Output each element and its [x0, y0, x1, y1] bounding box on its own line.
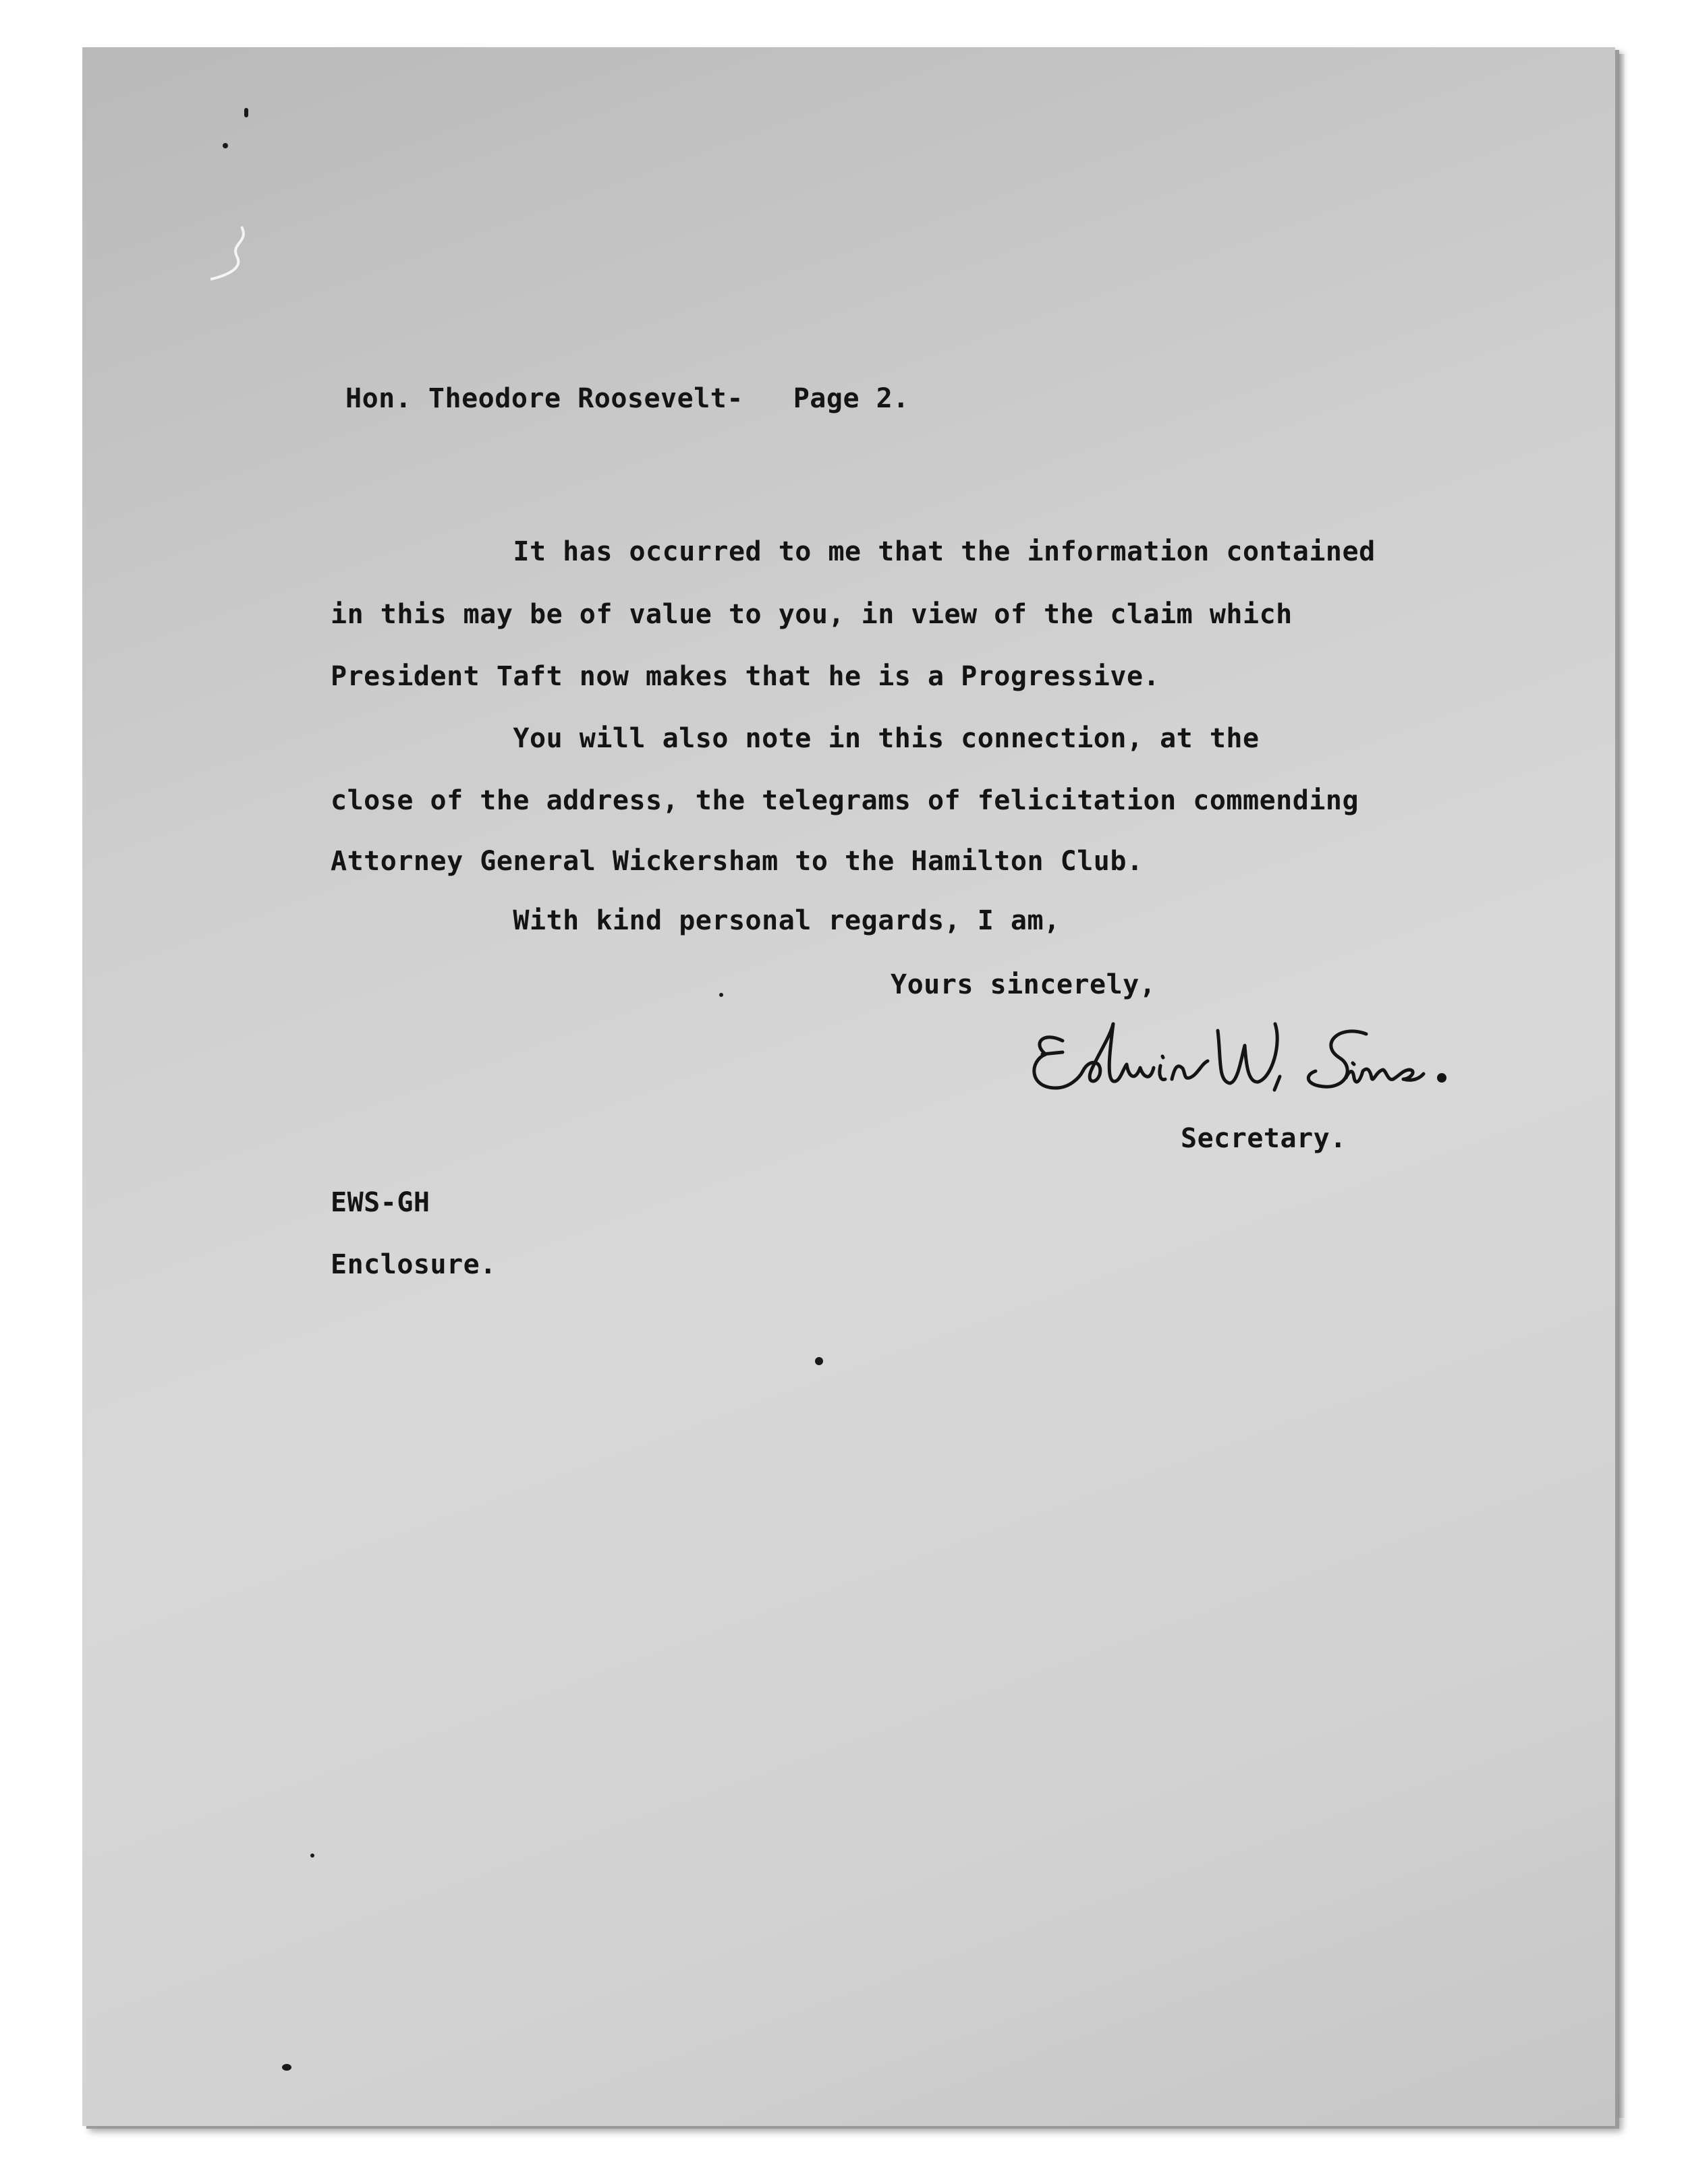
pencil-mark — [202, 223, 256, 283]
body-line: With kind personal regards, I am, — [331, 905, 1061, 936]
ink-speck — [223, 143, 228, 148]
body-line: You will also note in this connection, at the — [331, 723, 1260, 754]
ink-speck — [282, 2064, 291, 2071]
ink-speck — [244, 108, 248, 117]
page-header: Hon. Theodore Roosevelt- Page 2. — [345, 383, 909, 414]
signature-text — [0, 0, 1, 1]
ink-speck — [815, 1357, 823, 1365]
body-line: in this may be of value to you, in view of the claim which — [331, 599, 1293, 630]
handwritten-signature — [1015, 1004, 1474, 1118]
body-line: close of the address, the telegrams of felicitation commending — [331, 785, 1359, 816]
signature-title: Secretary. — [1181, 1123, 1347, 1154]
reference-initials: EWS-GH — [331, 1187, 430, 1218]
closing-salutation: Yours sincerely, — [891, 969, 1156, 1000]
enclosure-note: Enclosure. — [331, 1249, 497, 1280]
body-line: President Taft now makes that he is a Progressive. — [331, 661, 1160, 692]
sheet-edge-shadow — [1618, 54, 1625, 2118]
ink-speck — [719, 993, 723, 997]
ink-speck — [310, 1853, 314, 1858]
body-line: Attorney General Wickersham to the Hamilton Club. — [331, 846, 1144, 877]
body-line: It has occurred to me that the information contained — [331, 536, 1376, 567]
